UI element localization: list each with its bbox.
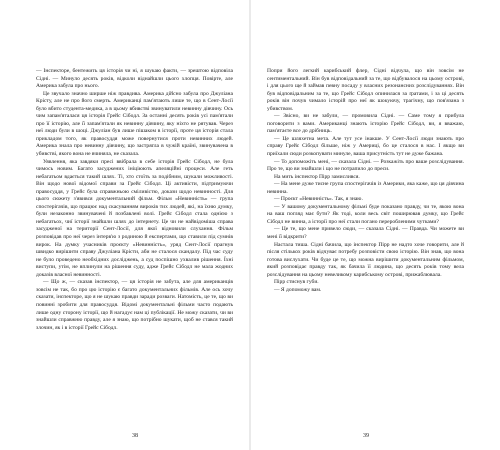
right-paragraph-9: — Це те, що мене привело сюди, — сказала Сідні. — Правда. Чи можете ви мені її відкрити?	[267, 226, 464, 241]
left-paragraph-1: — Інспекторе, бентежить ця історія чи ні, я шукаю факти, — зрештою відповіла Сідні. — Минуло десять років, відколи віднайшли цього хлопця. Повірте, але Америка забула про нього.	[36, 68, 233, 90]
right-paragraph-4: — То допоможіть мені, — сказала Сідні. — Розкажіть про ваше розслідування. Про те, що ви знайшли і що не потрапило до преси.	[267, 158, 464, 173]
right-paragraph-8: — У вашому документальному фільмі буде показано правду, чи те, якою вона на ваш погляд має бути? Як тоді, коли весь світ поширював думку, що Грейс Сібодл не винна, а історії про неї стали погано переробленими чутками?	[267, 203, 464, 225]
right-paragraph-1: Попри його легкий карибський флер, Сідні відчула, що він зовсім не сентиментальний. Він був відповідальний за те, що відбувалося на цьому острові, і для цього ще й займав певну посаду у власних резонансних розслідуваннях. Він був відповідальним за те, що Грейс Сібодл опинилася за ґратами, і за ці десять років він почув чимало історій про неї як шокуючу, трагічну, що пов'язана з убивством.	[267, 68, 464, 112]
left-page-text	[36, 68, 233, 332]
right-page-number: 39	[363, 433, 369, 439]
right-paragraph-2: — Звісно, ви не забули, — промовила Сідні. — Саме тому я прибула поговорити з вами. Американці знають історію Грейс Сібодл, ви, я вважаю, пам'ятаєте все до дрібниць.	[267, 113, 464, 135]
right-paragraph-11: Пірр стиснув губи.	[274, 279, 319, 286]
left-paragraph-2: Це звучало значно ширше ніж правдива. Америка дійсно забула про Джуліана Крісту, але не про його смерть. Американці пам'ятають лише те, що в Сент-Лосії було вбито студента-медика, а в цьому вбивстві звинуватили невинну дівчину. Ось чим запам'яталася ця історія Грейс Сібодл. За останні десять років усі пам'ятали про її історію, але її запам'ятали як невинну дівчину, яку ніхто не рятував. Через неї люди були в шоці. Джуліан був лише пішаком в історії, проте ця історія стала прикладом того, як правосуддя може повернутися проти невинних людей. Америка знала про невинну дівчину, що застрягла в чужій країні, звинувачена в убивстві, якого вона не вчиняла, не сказала.	[36, 90, 233, 158]
left-paragraph-4: — Що ж, — сказав інспектор, — ця історія не забута, але для американців зовсім не так, бо про цю історію є багато документальних фільмів. Але ось хочу сказати, інспекторе, що я не шукаю правди заради розваги. Натомість, це те, що ви повинні зробити для правосуддя. Відомі документальні фільми часто подають лише одну сторону історії, що й нагадує нам ці публікації. Не можу сказати, чи ви знайшли справжню правду, але я знаю, що потрібно шукати, щоб не стався такий злочин, як і в історії Грейс Сібодл.	[36, 279, 233, 331]
right-page	[250, 0, 500, 450]
right-paragraph-3: — Це шляхетна мета. Але тут усе інакше. У Сент-Лосії люди знають про справу Грейс Сібодл більше, ніж у Америці, бо це сталося в нас. І якщо ви приїхали сюди розкопувати минуле, ваша присутність тут не дуже бажана.	[267, 135, 464, 158]
left-paragraph-3: Уявлення, яка завдяки пресі ввібрала в себе історія Грейс Сібодл, не була чимось новим. Багато засуджених ініціюють апеляційні процеси. Але геть небагатьом вдається такий шлях. Ті, хто стоїть за подібним, шукали можливості. Він щодо нової відомої справи за Грейс Сібодл. Ці активісти, підтримуючи правосуддя, у Грейс була справжньою сміливістю, докази щодо невинності. Для цього сюжету з'явився документальний фільм. Фільм «Невинність» — група спостерігачів, що працює над скасуванням вироків тих людей, які, на їхню думку, були незаконно звинувачені й позбавлені волі. Грейс Сібодл стала однією з небагатьох, чиї історії знайшли шлях до інтернету. Це чи не найвідоміша справа засудженої на території Сент-Лосії, для якої відновили слухання. Фільм розповідав про неї через інтерв'ю з родиною й експертами, що ставили під сумнів вирок. На думку учасників проєкту «Невинність», уряд Сент-Лосії прагнув швидко вирішити справу Джуліана Крісти, аби не сталося скандалу. Під час суду не було проведено необхідних досліджень, а суд поспішно ухвалив рішення. Їхні виступи, утім, не вплинули на рішення суду, адже Грейс Сібодл не мала жодних доказів власної невинності.	[36, 158, 233, 278]
left-page-number: 38	[132, 433, 138, 439]
right-page-text	[267, 68, 464, 294]
right-paragraph-5: На мить інспектор Пірр замислився.	[274, 173, 360, 180]
right-paragraph-6: — На мене дуже тисне група спостерігачів із Америки, яка каже, що ця дівчина невинна.	[267, 181, 464, 195]
right-paragraph-12: — Я допоможу вам.	[274, 286, 322, 293]
right-paragraph-10: Настала тиша. Сідні бачила, що інспектор Пірр не надто хоче говорити, але й після стількох років відчуває потребу розповісти свою історію. Він знав, що вона готова вислухати. Чи буде це те, що можна вирішити документальним фільмом, який розповідає правду так, як бачила її людина, що десять років тому вела розслідування на цьому невеликому карибському острові, прижаблювала.	[267, 241, 464, 278]
right-paragraph-7: — Проєкт «Невинність». Так, я знаю.	[274, 196, 363, 203]
